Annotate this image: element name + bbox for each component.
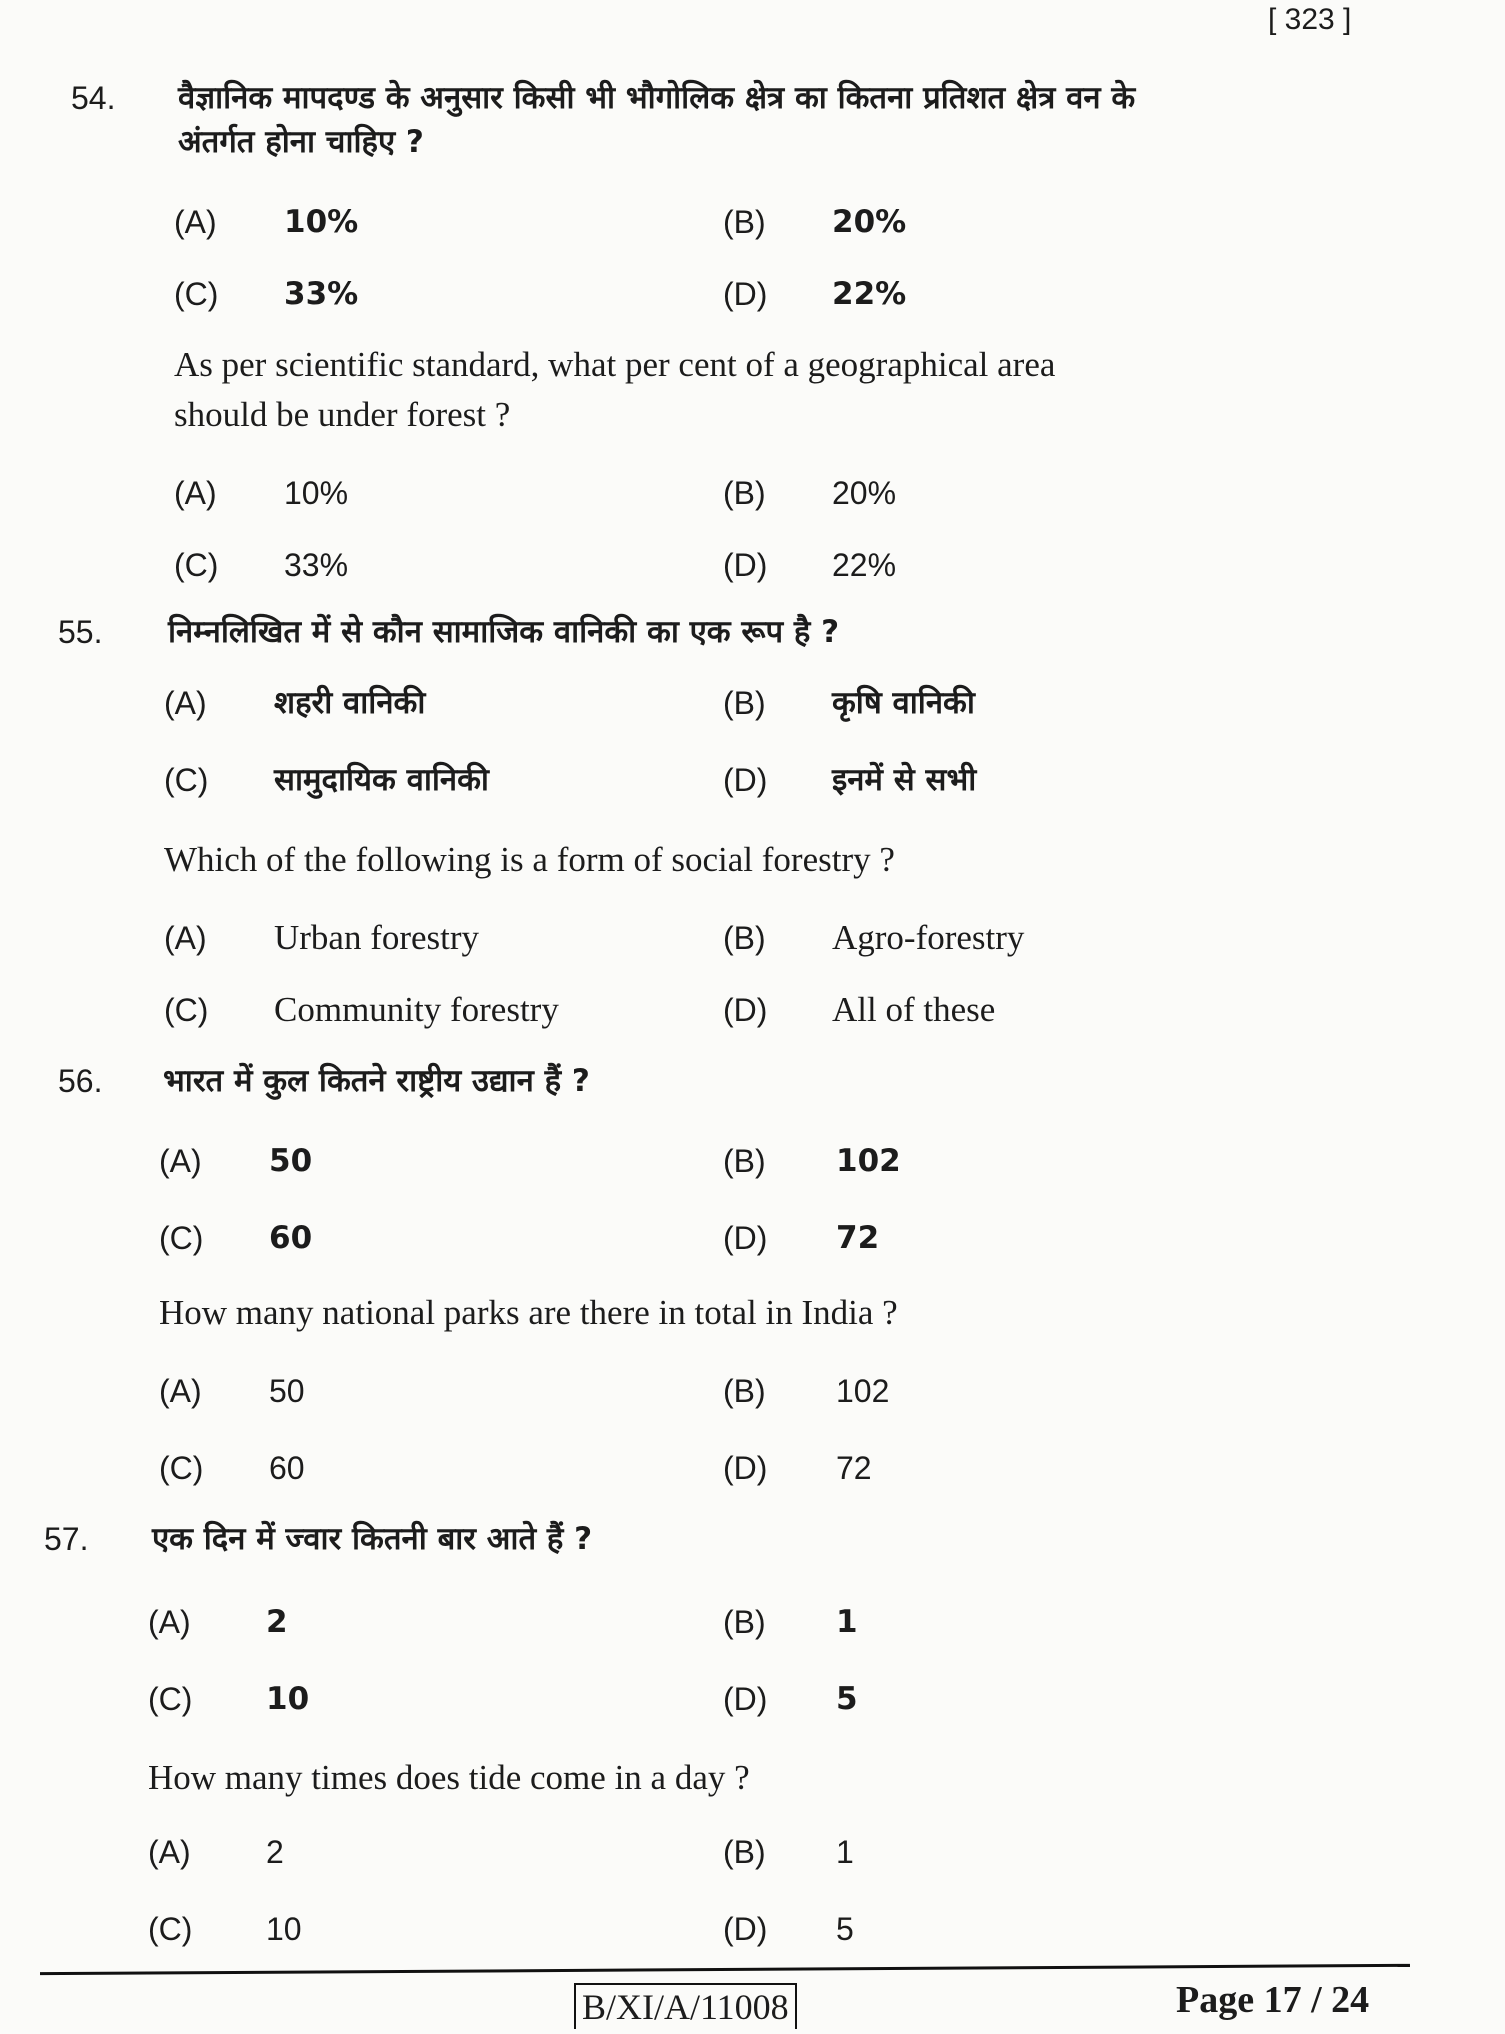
option-label: (D) — [723, 1220, 768, 1256]
option-value: 102 — [836, 1143, 901, 1179]
question-number: 56. — [58, 1063, 103, 1099]
option-value: 33% — [284, 547, 349, 583]
option-value: 72 — [836, 1220, 880, 1256]
option-label: (A) — [148, 1834, 191, 1870]
option-label: (A) — [148, 1604, 191, 1640]
option-label: (C) — [159, 1450, 204, 1486]
option-label: (C) — [164, 992, 209, 1028]
question-text-hindi: वैज्ञानिक मापदण्ड के अनुसार किसी भी भौगोलिक क्षेत्र का कितना प्रतिशत क्षेत्र वन के — [178, 80, 1136, 116]
option-value: Urban forestry — [274, 918, 480, 957]
option-value: 22% — [832, 547, 897, 583]
option-label: (B) — [723, 1373, 766, 1409]
option-label: (A) — [164, 685, 207, 721]
option-value: 5 — [836, 1681, 858, 1717]
option-value: 2 — [266, 1604, 288, 1640]
question-text-english: How many times does tide come in a day ? — [148, 1758, 750, 1797]
question-text-english: should be under forest ? — [174, 395, 511, 434]
option-value: 33% — [284, 276, 359, 312]
option-label: (D) — [723, 1450, 768, 1486]
option-label: (A) — [159, 1373, 202, 1409]
question-text-english: Which of the following is a form of social forestry ? — [164, 840, 895, 879]
question-text-hindi: भारत में कुल कितने राष्ट्रीय उद्यान हैं ? — [163, 1063, 590, 1099]
paper-code: B/XI/A/11008 — [574, 1983, 797, 2029]
option-label: (C) — [174, 276, 219, 312]
option-label: (B) — [723, 685, 766, 721]
option-label: (D) — [723, 992, 768, 1028]
option-value: All of these — [832, 990, 996, 1029]
option-value: 60 — [269, 1450, 305, 1486]
option-value: 50 — [269, 1373, 305, 1409]
footer-divider — [40, 1964, 1410, 1975]
option-label: (C) — [174, 547, 219, 583]
option-label: (D) — [723, 547, 768, 583]
option-value: 2 — [266, 1834, 284, 1870]
option-label: (A) — [174, 475, 217, 511]
option-value: 10% — [284, 204, 359, 240]
option-value: सामुदायिक वानिकी — [274, 762, 489, 798]
option-value: 50 — [269, 1143, 313, 1179]
option-value: 20% — [832, 204, 907, 240]
option-label: (C) — [148, 1911, 193, 1947]
option-value: कृषि वानिकी — [832, 685, 975, 721]
page-number: Page 17 / 24 — [1176, 1979, 1370, 2021]
option-value: शहरी वानिकी — [274, 685, 426, 721]
option-value: 1 — [836, 1604, 858, 1640]
option-value: 10 — [266, 1681, 310, 1717]
option-label: (D) — [723, 1911, 768, 1947]
option-label: (B) — [723, 1604, 766, 1640]
option-label: (D) — [723, 276, 768, 312]
question-number: 57. — [44, 1521, 89, 1557]
option-value: 60 — [269, 1220, 313, 1256]
option-label: (D) — [723, 1681, 768, 1717]
option-label: (D) — [723, 762, 768, 798]
option-label: (A) — [159, 1143, 202, 1179]
question-text-english: How many national parks are there in total in India ? — [159, 1293, 898, 1332]
option-label: (B) — [723, 475, 766, 511]
option-label: (A) — [174, 204, 217, 240]
option-label: (B) — [723, 920, 766, 956]
option-value: 102 — [836, 1373, 890, 1409]
option-label: (B) — [723, 1834, 766, 1870]
page-reference: [ 323 ] — [1268, 3, 1352, 36]
question-number: 54. — [71, 80, 116, 116]
option-value: Agro-forestry — [832, 918, 1025, 957]
option-value: 5 — [836, 1911, 854, 1947]
option-label: (A) — [164, 920, 207, 956]
option-value: 22% — [832, 276, 907, 312]
option-label: (C) — [148, 1681, 193, 1717]
option-value: 1 — [836, 1834, 854, 1870]
option-value: Community forestry — [274, 990, 559, 1029]
option-value: 20% — [832, 475, 897, 511]
option-value: 10 — [266, 1911, 302, 1947]
question-text-hindi: एक दिन में ज्वार कितनी बार आते हैं ? — [152, 1521, 593, 1557]
question-text-english: As per scientific standard, what per cent of a geographical area — [174, 345, 1056, 384]
question-number: 55. — [58, 614, 103, 650]
option-value: 72 — [836, 1450, 872, 1486]
option-value: इनमें से सभी — [832, 762, 977, 798]
option-label: (B) — [723, 204, 766, 240]
option-label: (C) — [164, 762, 209, 798]
question-text-hindi: निम्नलिखित में से कौन सामाजिक वानिकी का एक रूप है ? — [168, 614, 840, 650]
question-text-hindi: अंतर्गत होना चाहिए ? — [178, 124, 424, 160]
option-value: 10% — [284, 475, 349, 511]
option-label: (C) — [159, 1220, 204, 1256]
option-label: (B) — [723, 1143, 766, 1179]
